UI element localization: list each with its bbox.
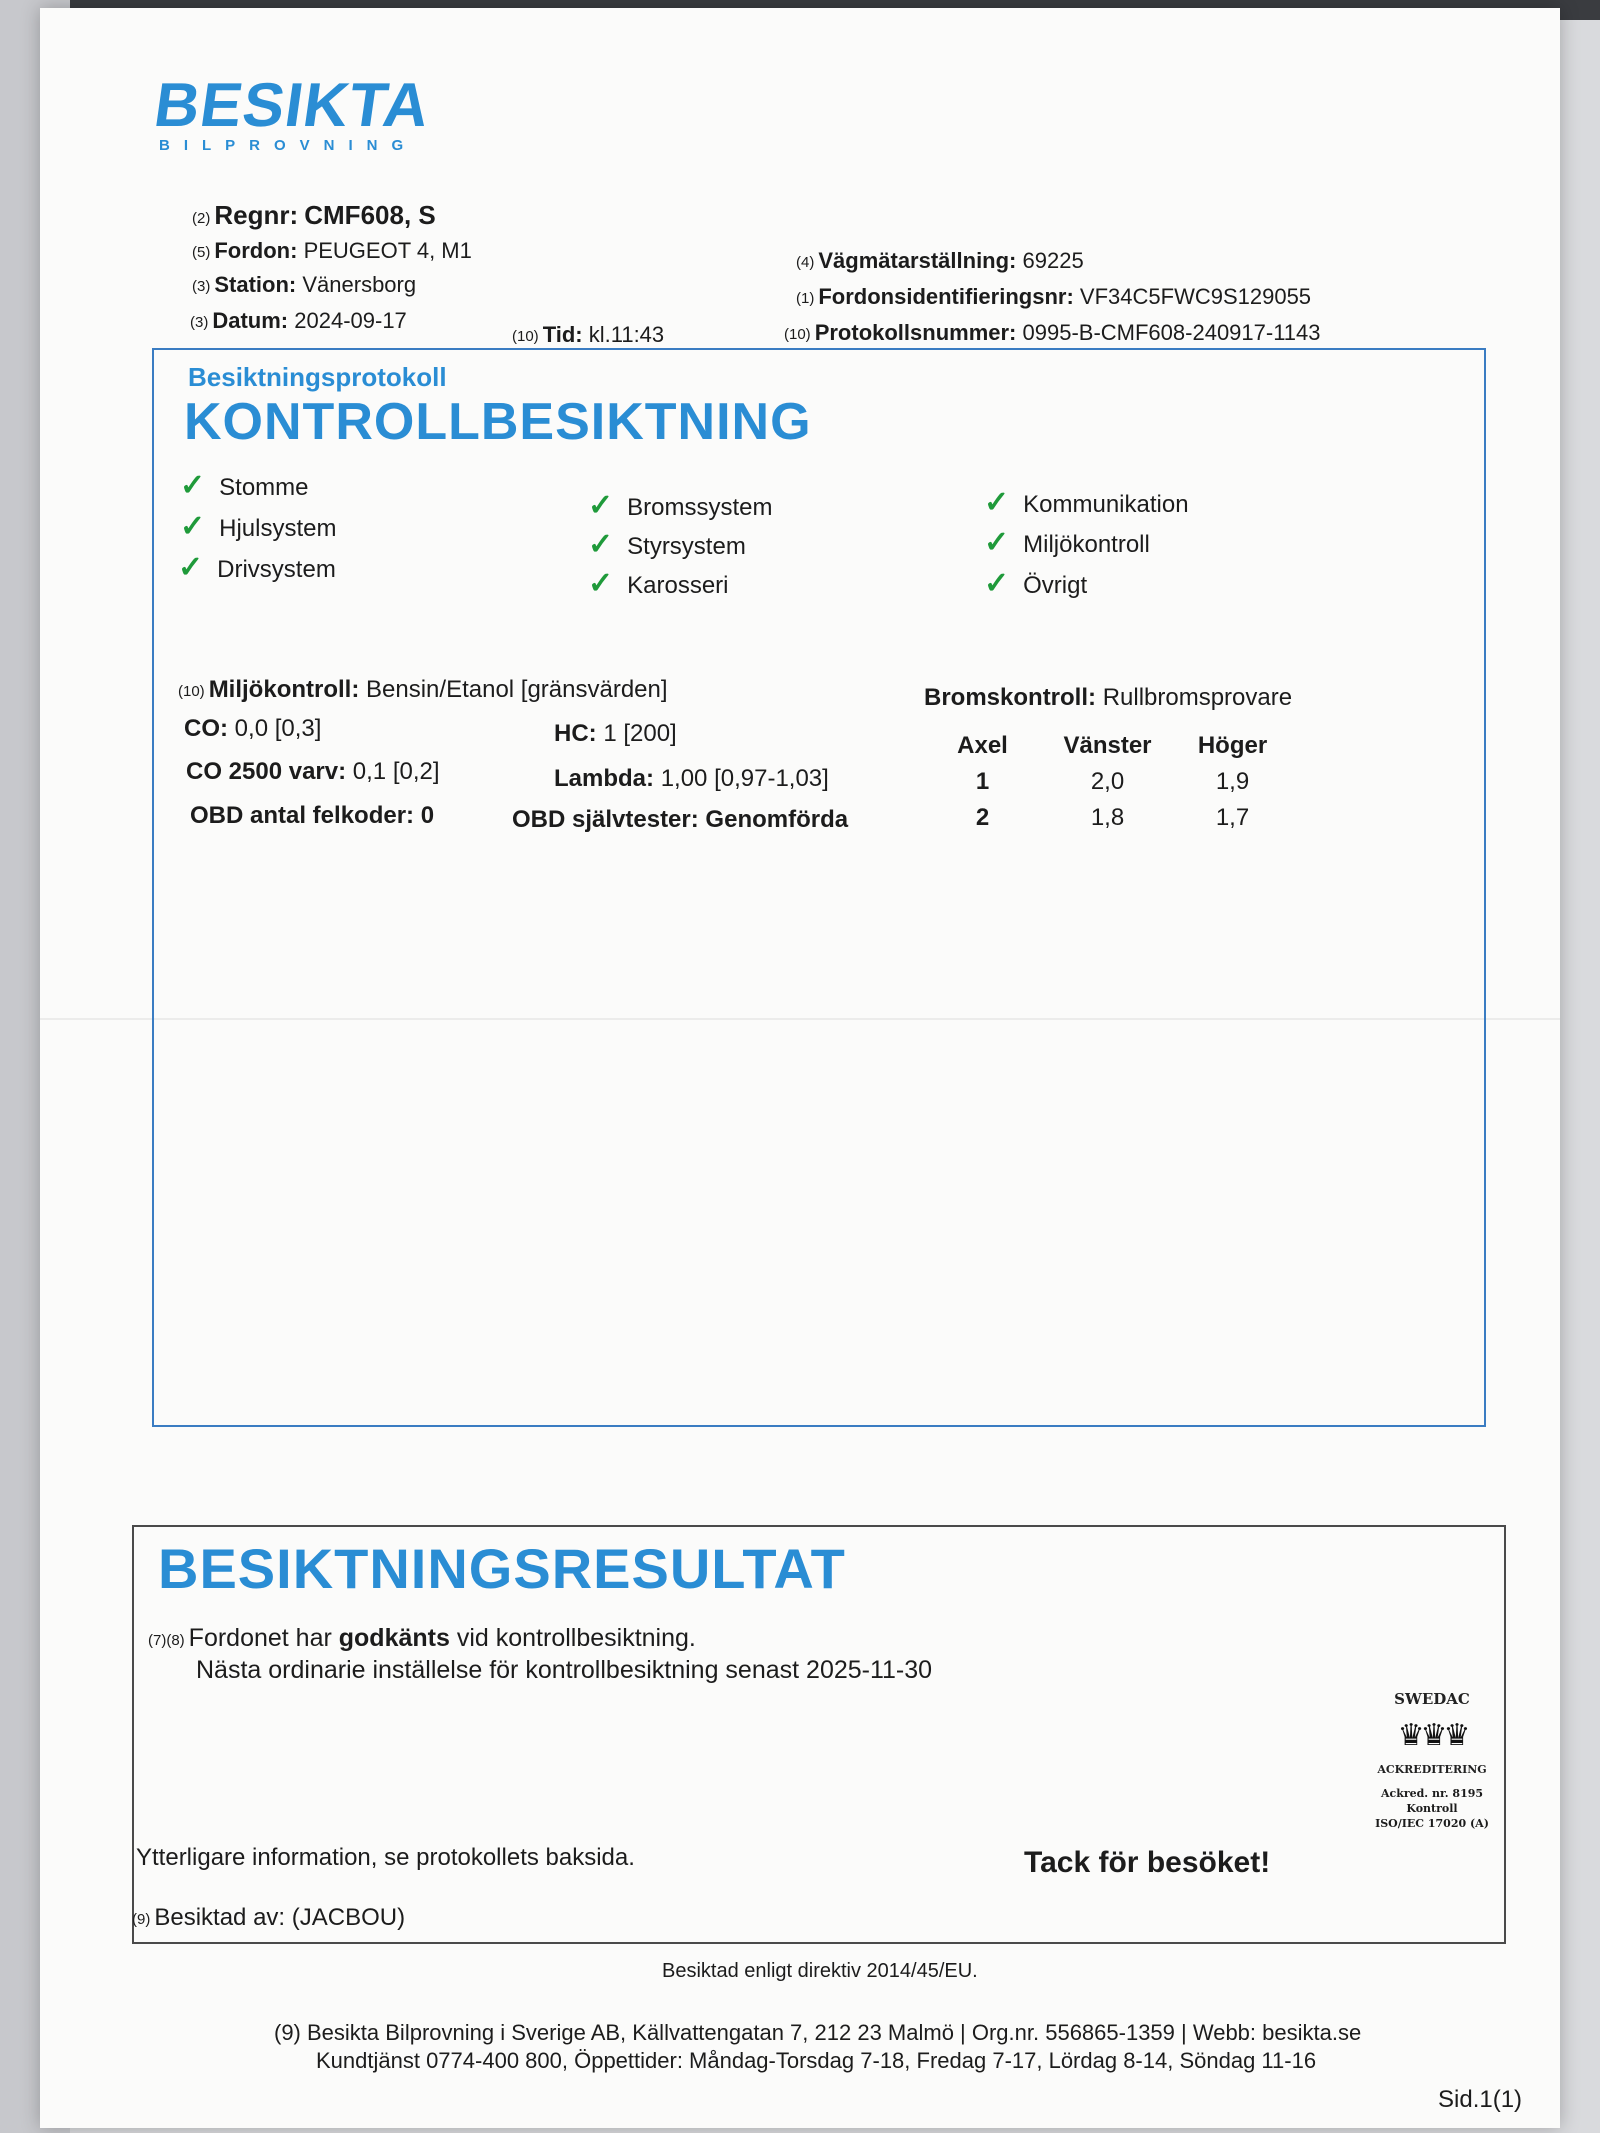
axle-number: 1 bbox=[975, 768, 990, 795]
right-value: 1,7 bbox=[1215, 804, 1250, 831]
brake-table-header bbox=[920, 728, 1295, 764]
brake-label: Bromskontroll: bbox=[924, 684, 1097, 711]
header-vanster: Vänster bbox=[1063, 732, 1152, 759]
check-label: Hjulsystem bbox=[219, 515, 337, 542]
protocol-number-value: 0995-B-CMF608-240917-1143 bbox=[1022, 320, 1321, 345]
check-label: Drivsystem bbox=[217, 556, 336, 583]
checkmark-icon: ✓ bbox=[984, 567, 1010, 600]
obd-fault-value: 0 bbox=[420, 802, 435, 829]
odometer-row bbox=[796, 248, 1084, 274]
check-label: Miljökontroll bbox=[1023, 531, 1150, 558]
datum-value: 2024-09-17 bbox=[294, 308, 407, 333]
ref-number: (10) bbox=[178, 683, 205, 700]
right-value: 1,9 bbox=[1215, 768, 1250, 795]
vin-row bbox=[796, 284, 1311, 310]
seal-ring-bottom: ACKREDITERING bbox=[1377, 1763, 1487, 1776]
odometer-value: 69225 bbox=[1022, 248, 1084, 273]
miljokontroll-row bbox=[178, 676, 668, 704]
protocol-title: KONTROLLBESIKTNING bbox=[184, 393, 812, 451]
seal-kontroll: Kontroll bbox=[1406, 1802, 1458, 1815]
fordon-label: Fordon: bbox=[214, 238, 298, 263]
obd-self-row bbox=[512, 806, 848, 834]
station-row bbox=[192, 272, 416, 298]
checkmark-icon: ✓ bbox=[984, 486, 1010, 519]
result-line-approved bbox=[148, 1624, 696, 1653]
tid-label: Tid: bbox=[542, 322, 583, 347]
inspector-row bbox=[132, 1904, 405, 1932]
check-item-bromssystem bbox=[588, 488, 773, 523]
swedac-seal bbox=[1362, 1690, 1502, 1870]
checkmark-icon: ✓ bbox=[984, 526, 1010, 559]
result-next-inspection: Nästa ordinarie inställelse för kontrollbesiktning senast 2025-11-30 bbox=[196, 1656, 933, 1684]
lambda-row bbox=[554, 765, 829, 793]
check-label: Kommunikation bbox=[1023, 491, 1189, 518]
result-title: BESIKTNINGSRESULTAT bbox=[158, 1537, 846, 1600]
check-item-ovrigt bbox=[984, 566, 1087, 601]
miljo-label: Miljökontroll: bbox=[208, 676, 360, 703]
co2500-value: 0,1 [0,2] bbox=[352, 758, 440, 785]
regnr-value: CMF608, S bbox=[304, 200, 436, 230]
directive-text: Besiktad enligt direktiv 2014/45/EU. bbox=[662, 1960, 978, 1982]
hc-row bbox=[554, 720, 677, 748]
obd-self-value: Genomförda bbox=[705, 806, 849, 833]
three-crowns-icon: ♛♛♛ bbox=[1397, 1719, 1467, 1752]
brake-table bbox=[920, 728, 1295, 836]
ref-number: (7)(8) bbox=[148, 1632, 185, 1649]
left-value: 2,0 bbox=[1090, 768, 1125, 795]
page-number: Sid.1(1) bbox=[1438, 2086, 1523, 2113]
ref-number: (10) bbox=[784, 326, 811, 343]
check-label: Karosseri bbox=[627, 572, 729, 599]
protocol-number-row bbox=[784, 320, 1321, 346]
check-label: Bromssystem bbox=[627, 494, 773, 521]
table-row bbox=[920, 800, 1295, 836]
vin-value: VF34C5FWC9S129055 bbox=[1079, 284, 1312, 309]
lambda-label: Lambda: bbox=[554, 765, 655, 792]
datum-label: Datum: bbox=[212, 308, 289, 333]
protocol-label: Besiktningsprotokoll bbox=[188, 362, 447, 392]
protocol-number-label: Protokollsnummer: bbox=[814, 320, 1017, 345]
seal-ring-top: SWEDAC bbox=[1394, 1690, 1470, 1708]
hc-label: HC: bbox=[554, 720, 597, 747]
check-item-drivsystem bbox=[178, 550, 336, 585]
check-item-styrsystem bbox=[588, 527, 746, 562]
co-row bbox=[184, 715, 321, 743]
check-item-miljokontroll bbox=[984, 525, 1150, 560]
company-info: (9) Besikta Bilprovning i Sverige AB, Källvattengatan 7, 212 23 Malmö | Org.nr. 556865-1359 | Webb: besikta.se bbox=[274, 2020, 1362, 2045]
checkmark-icon: ✓ bbox=[588, 528, 614, 561]
ref-number: (3) bbox=[190, 314, 209, 331]
checkmark-icon: ✓ bbox=[180, 510, 206, 543]
tid-row bbox=[512, 322, 664, 348]
logo-subtitle: BILPROVNING bbox=[159, 137, 418, 154]
obd-fault-label: OBD antal felkoder: bbox=[190, 802, 415, 829]
co2500-label: CO 2500 varv: bbox=[186, 758, 347, 785]
ref-number: (10) bbox=[512, 328, 539, 345]
fordon-row bbox=[192, 238, 472, 264]
station-label: Station: bbox=[214, 272, 297, 297]
lambda-value: 1,00 [0,97-1,03] bbox=[660, 765, 829, 792]
check-item-stomme bbox=[180, 468, 309, 503]
thanks-text: Tack för besöket! bbox=[1024, 1846, 1271, 1879]
result-text: vid kontrollbesiktning. bbox=[449, 1624, 696, 1652]
logo-wordmark: BESIKTA bbox=[150, 71, 435, 140]
co-value: 0,0 [0,3] bbox=[234, 715, 322, 742]
check-label: Styrsystem bbox=[627, 533, 746, 560]
ref-number: (2) bbox=[192, 210, 211, 227]
inspector-value: (JACBOU) bbox=[291, 1904, 406, 1931]
checkmark-icon: ✓ bbox=[180, 469, 206, 502]
obd-self-label: OBD självtester: bbox=[512, 806, 699, 833]
bromskontroll-row bbox=[924, 684, 1292, 712]
vin-label: Fordonsidentifieringsnr: bbox=[818, 284, 1074, 309]
seal-iso: ISO/IEC 17020 (A) bbox=[1375, 1817, 1489, 1830]
obd-fault-row bbox=[190, 802, 434, 830]
customer-service-hours: Kundtjänst 0774-400 800, Öppettider: Måndag-Torsdag 7-18, Fredag 7-17, Lördag 8-14, Söndag 11-16 bbox=[316, 2048, 1317, 2073]
miljo-value: Bensin/Etanol [gränsvärden] bbox=[366, 676, 668, 703]
check-label: Övrigt bbox=[1023, 572, 1088, 599]
ref-number: (4) bbox=[796, 254, 815, 271]
left-value: 1,8 bbox=[1090, 804, 1125, 831]
ref-number: (5) bbox=[192, 244, 211, 261]
tid-value: kl.11:43 bbox=[588, 322, 665, 347]
table-row bbox=[920, 764, 1295, 800]
protocol-frame bbox=[152, 348, 1486, 1427]
result-text: Fordonet har bbox=[188, 1624, 339, 1652]
besikta-logo bbox=[150, 70, 435, 154]
more-info-text: Ytterligare information, se protokollets baksida. bbox=[136, 1844, 635, 1871]
co-label: CO: bbox=[184, 715, 228, 742]
inspector-label: Besiktad av: bbox=[154, 1904, 286, 1931]
checkmark-icon: ✓ bbox=[178, 551, 204, 584]
co2500-row bbox=[186, 758, 440, 786]
check-item-karosseri bbox=[588, 566, 729, 601]
check-item-hjulsystem bbox=[180, 509, 337, 544]
ref-number: (1) bbox=[796, 290, 815, 307]
check-label: Stomme bbox=[219, 474, 309, 501]
regnr-label: Regnr: bbox=[214, 200, 299, 230]
hc-value: 1 [200] bbox=[603, 720, 677, 747]
checkmark-icon: ✓ bbox=[588, 489, 614, 522]
ref-number: (9) bbox=[132, 1911, 151, 1928]
station-value: Vänersborg bbox=[302, 272, 417, 297]
datum-row bbox=[190, 308, 407, 334]
brake-value: Rullbromsprovare bbox=[1102, 684, 1293, 711]
check-item-kommunikation bbox=[984, 485, 1189, 520]
ref-number: (3) bbox=[192, 278, 211, 295]
checkmark-icon: ✓ bbox=[588, 567, 614, 600]
axle-number: 2 bbox=[975, 804, 990, 831]
odometer-label: Vägmätarställning: bbox=[818, 248, 1017, 273]
result-status: godkänts bbox=[338, 1624, 450, 1652]
header-hoger: Höger bbox=[1197, 732, 1268, 759]
seal-accred: Ackred. nr. 8195 bbox=[1380, 1787, 1484, 1800]
header-axel: Axel bbox=[957, 732, 1008, 759]
regnr-row bbox=[192, 200, 436, 231]
fordon-value: PEUGEOT 4, M1 bbox=[303, 238, 472, 263]
